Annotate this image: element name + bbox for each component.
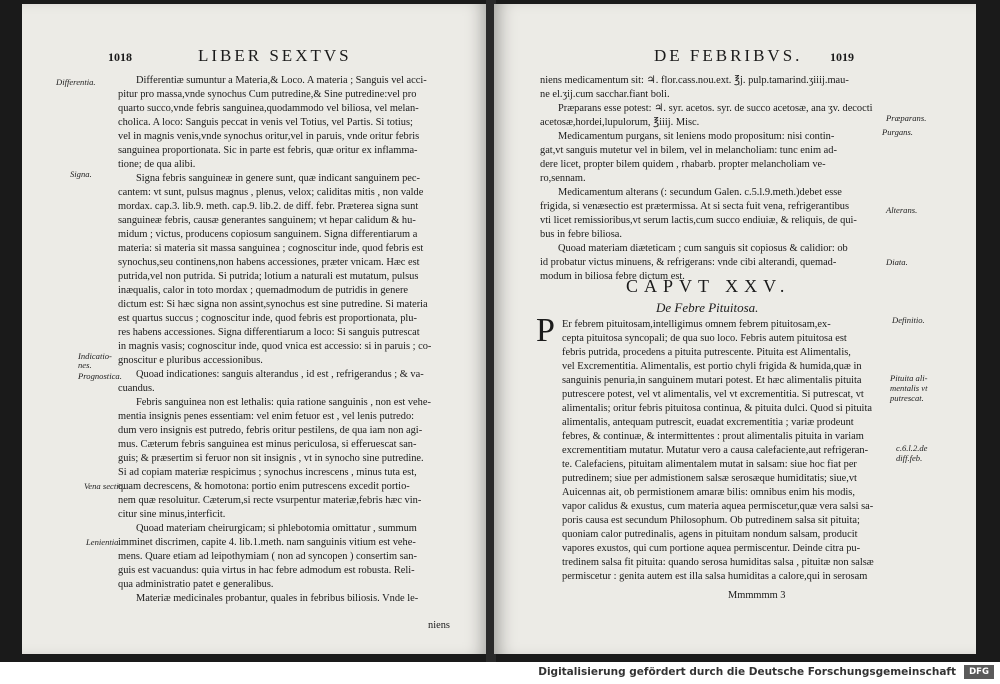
margin-note: Præparans. bbox=[886, 113, 927, 123]
text-line: putredinem; siue per admistionem salsæ serosæque humiditatis; siue,vt bbox=[562, 473, 857, 484]
left-running-head: LIBER SEXTVS bbox=[198, 46, 352, 65]
text-line: dictum est: Si hæc signa non assint,synochus est sine putredine. Si materia bbox=[118, 299, 428, 310]
text-line: modum in biliosa febre dictum est. bbox=[540, 271, 685, 282]
right-page bbox=[494, 4, 976, 654]
text-line: Quoad materiam diæteticam ; cum sanguis sit copiosus & calidior: ob bbox=[558, 243, 848, 254]
margin-note: Indicatio- bbox=[78, 351, 112, 361]
text-line: Præparans esse potest: ♃. syr. acetos. syr. de succo acetosæ, ana ʒv. decocti bbox=[558, 103, 873, 114]
text-line: vel Excrementitia. Alimentalis, est portio chyli frigida & humida,quæ in bbox=[562, 361, 862, 372]
text-line: febris putrida, procedens a pituita putrescente. Pituita est Alimentalis, bbox=[562, 347, 851, 358]
text-line: id probatur victus minuens, & refrigerans: vnde cibi alterandi, quemad- bbox=[540, 257, 837, 268]
margin-note: mentalis vt bbox=[890, 383, 928, 393]
right-body-text-top bbox=[540, 74, 880, 284]
text-line: ne el.ʒij.cum sacchar.fiant boli. bbox=[540, 89, 670, 100]
text-line: in magnis vasis; cognoscitur inde, quod vnica est accessio: si in paruis ; co- bbox=[118, 341, 432, 352]
text-line: mens. Quare etiam ad leipothymiam ( non ad syncopen ) consertim san- bbox=[118, 551, 417, 562]
text-line: quoniam calor putredinalis, agens in pituitam nondum salsam, producit bbox=[562, 529, 858, 540]
text-line: Differentiæ sumuntur a Materia,& Loco. A materia ; Sanguis vel acci- bbox=[136, 75, 427, 86]
margin-note: diff.feb. bbox=[896, 453, 923, 463]
text-line: poris causa est secundum Philosophum. Ob putredinem salsa sit pituita; bbox=[562, 515, 860, 526]
footer-bar bbox=[0, 662, 1000, 684]
text-line: bus in febre biliosa. bbox=[540, 229, 622, 240]
text-line: vti licet remissioribus,vt serum lactis,cum succo endiuiæ, & reliquis, de qui- bbox=[540, 215, 857, 226]
margin-note: Definitio. bbox=[892, 315, 925, 325]
text-line: putrescere potest, vel vt alimentalis, vel vt excrementitia. Si putrescat, vt bbox=[562, 389, 864, 400]
left-catchword: niens bbox=[428, 620, 450, 631]
text-line: quam decrescens, & homotona: portio enim putrescens excedit portio- bbox=[118, 481, 410, 492]
margin-note: Alterans. bbox=[886, 205, 918, 215]
margin-note: c.6.l.2.de bbox=[896, 443, 928, 453]
left-page-number: 1018 bbox=[108, 50, 132, 64]
text-line: dere licet, propter bilem quidem , rhabarb. propter melancholiam ve- bbox=[540, 159, 826, 170]
text-line: Quoad materiam cheirurgicam; si phlebotomia omittatur , summum bbox=[136, 523, 417, 534]
text-line: te. Calefaciens, pituitam alimentalem mutat in salsam: siue hoc fiat per bbox=[562, 459, 857, 470]
left-page bbox=[22, 4, 488, 654]
text-line: Signa febris sanguineæ in genere sunt, quæ indicant sanguinem pec- bbox=[136, 173, 420, 184]
text-line: permiscetur : genita autem est illa salsa humiditas a calore,qui in serosam bbox=[562, 571, 868, 582]
text-line: gnoscitur e pluribus accessionibus. bbox=[118, 355, 263, 366]
text-line: gat,vt sanguis mutetur vel in bilem, vel in melancholiam: tunc enim ad- bbox=[540, 145, 837, 156]
text-line: febres, & continuæ, & intermittentes : prout alimentalis pituita in variam bbox=[562, 431, 864, 442]
text-line: imminet discrimen, capite 4. lib.1.meth. nam sanguinis vitium est vehe- bbox=[118, 537, 416, 548]
text-line: ro,sennam. bbox=[540, 173, 586, 184]
text-line: quarto succo,vnde febris sanguinea,quodammodo vel biliosa, vel melan- bbox=[118, 103, 419, 114]
margin-note: Prognostica. bbox=[78, 371, 122, 381]
text-line: tione; de qua alibi. bbox=[118, 159, 196, 170]
text-line: acetosæ,hordei,lupulorum, ℥iiij. Misc. bbox=[540, 117, 700, 128]
text-line: Medicamentum alterans (: secundum Galen. c.5.l.9.meth.)debet esse bbox=[558, 187, 842, 198]
text-line: Quoad indicationes: sanguis alterandus , id est , refrigerandus ; & va- bbox=[136, 369, 424, 380]
text-line: mordax. cap.3. lib.9. meth. cap.9. lib.2. de diff. febr. Præterea signa sunt bbox=[118, 201, 419, 212]
text-line: Febris sanguinea non est lethalis: quia ratione sanguinis , non est vehe- bbox=[136, 397, 431, 408]
text-line: mentia insignis penes essentiam: vel enim fetuor est , vel lenis putredo: bbox=[118, 411, 415, 422]
text-line: qua administratio patet e generalibus. bbox=[118, 579, 274, 590]
text-line: putrida,vel non putrida. Si putrida; lotium a naturali est mutatum, pulsus bbox=[118, 271, 419, 282]
text-line: cantem: vt sunt, pulsus magnus , plenus, velox; caliditas mitis , non valde bbox=[118, 187, 424, 198]
text-line: vapores exustos, qui cum portione aquea permiscentur. Deinde citra pu- bbox=[562, 543, 861, 554]
signature-mark: Mmmmmm 3 bbox=[728, 590, 786, 601]
dfg-logo-icon: DFG bbox=[964, 665, 994, 679]
left-body-text bbox=[118, 74, 452, 606]
margin-note: putrescat. bbox=[890, 393, 924, 403]
text-line: Si ad copiam materiæ respicimus ; synochus increscens , minus tuta est, bbox=[118, 467, 417, 478]
text-line: dum vero insignis est putredo, febris oritur pestilens, de qua iam non agi- bbox=[118, 425, 423, 436]
text-line: sanguineæ febris, causæ generantes sanguinem; vt hepar calidum & hu- bbox=[118, 215, 416, 226]
text-line: excrementitiam mutatur. Mutatur vero a causa calefaciente,aut refrigeran- bbox=[562, 445, 869, 456]
text-line: mus. Cæterum febris sanguinea est minus periculosa, si efferuescat san- bbox=[118, 439, 417, 450]
text-line: cholica. A loco: Sanguis peccat in venis vel Totius, vel Partis. Si totius; bbox=[118, 117, 413, 128]
margin-note: Vena sectio. bbox=[84, 481, 126, 491]
text-line: inæqualis, calor in toto mordax ; quemadmodum de putridis in genere bbox=[118, 285, 409, 296]
text-line: Medicamentum purgans, sit leniens modo propositum: nisi contin- bbox=[558, 131, 835, 142]
text-line: niens medicamentum sit: ♃. flor.cass.nou.ext. ℥j. pulp.tamarind.ʒiiij.mau- bbox=[540, 75, 849, 86]
drop-cap: P bbox=[536, 312, 555, 349]
text-line: est quartus succus ; cognoscitur inde, quod febris est proportionata, plu- bbox=[118, 313, 417, 324]
margin-note: Lenientia. bbox=[86, 537, 121, 547]
text-line: materia: si materia sit massa sanguinea ; cognoscitur inde, quod febris est bbox=[118, 243, 424, 254]
right-page-number: 1019 bbox=[830, 50, 854, 64]
text-line: Auicennas ait, ob permistionem amaræ bilis: omnibus enim his modis, bbox=[562, 487, 855, 498]
text-line: res habens accessiones. Signa differentiarum a loco: Si sanguis putrescat bbox=[118, 327, 420, 338]
margin-note: Signa. bbox=[70, 169, 92, 179]
margin-note: Diata. bbox=[886, 257, 908, 267]
text-line: sanguinea proportionata. Sic in parte est febris, quæ oritur ex inflamma- bbox=[118, 145, 418, 156]
text-line: alimentalis; oritur febris pituitosa continua, & pituita dulci. Quod si pituita bbox=[562, 403, 872, 414]
margin-note: Purgans. bbox=[882, 127, 913, 137]
text-line: cepta pituitosa syncopali; de qua suo loco. Febris autem pituitosa est bbox=[562, 333, 847, 344]
text-line: Materiæ medicinales probantur, quales in febribus biliosis. Vnde le- bbox=[136, 593, 419, 604]
text-line: nem quæ resoluitur. Cæterum,si recte vsurpentur materiæ,febris hæc vin- bbox=[118, 495, 422, 506]
right-body-text-bottom bbox=[562, 318, 884, 584]
text-line: midum ; victus, producens copiosum sanguinem. Signa differentiarum a bbox=[118, 229, 418, 240]
text-line: Er febrem pituitosam,intelligimus omnem febrem pituitosam,ex- bbox=[562, 319, 831, 330]
text-line: citur sine minus,interficit. bbox=[118, 509, 226, 520]
text-line: synochus,seu continens,non habens accessiones, præter vnicam. Hæc est bbox=[118, 257, 420, 268]
text-line: guis; & præsertim si feruor non sit insignis , vt in synocho sine putredine. bbox=[118, 453, 424, 464]
text-line: sanguinis penuria,in sanguinem mutari potest. Et hæc alimentalis pituita bbox=[562, 375, 862, 386]
margin-note: Differentia. bbox=[56, 77, 96, 87]
right-running-head: DE FEBRIBVS. bbox=[654, 46, 803, 65]
text-line: cuandus. bbox=[118, 383, 155, 394]
margin-note: Pituita ali- bbox=[890, 373, 928, 383]
text-line: pitur pro massa,vnde synochus Cum putredine,& Sine putredine:vel pro bbox=[118, 89, 417, 100]
chapter-title: CAPVT XXV. bbox=[626, 276, 791, 296]
text-line: alimentalis, antequam putrescit, euadat excrementitia ; variæ prodeunt bbox=[562, 417, 854, 428]
text-line: vel in magnis venis,vnde synochus oritur,vel in paruis, vnde oritur febris bbox=[118, 131, 420, 142]
text-line: frigida, si venæsectio est prætermissa. At si secta fuit vena, refrigerantibus bbox=[540, 201, 850, 212]
text-line: vapor calidus & exustus, cum materia aquea permiscetur,quæ vera salsi sa- bbox=[562, 501, 874, 512]
chapter-subtitle: De Febre Pituitosa. bbox=[656, 300, 759, 315]
margin-note: nes. bbox=[78, 360, 92, 370]
text-line: tredinem salsa fit pituita: quando serosa humiditas salsa , pituitæ non salsæ bbox=[562, 557, 874, 568]
funding-credit: Digitalisierung gefördert durch die Deutsche Forschungsgemeinschaft bbox=[538, 666, 956, 678]
text-line: guis est vacuandus: quia virtus in hac febre admodum est robusta. Reli- bbox=[118, 565, 415, 576]
